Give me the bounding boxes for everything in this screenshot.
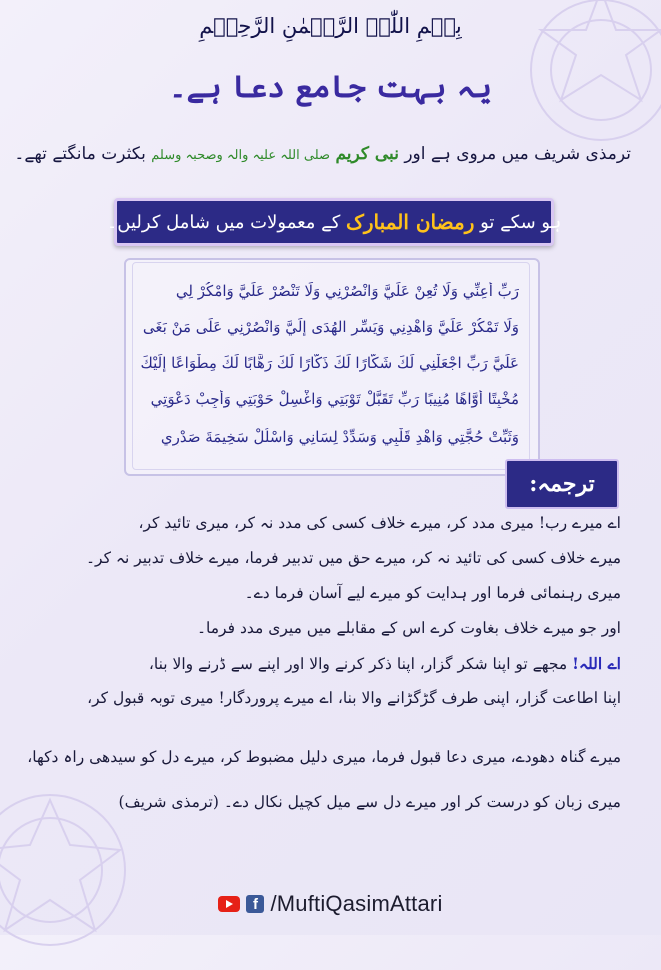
intro-part2: بکثرت مانگتے تھے۔ xyxy=(14,144,146,164)
intro-part1: ترمذی شریف میں مروی ہے اور xyxy=(404,144,631,164)
translation-line: میرے گناہ دھودے، میری دعا قبول فرما، میری دلیل مضبوط کر، میرے دل کو سیدھی راہ دکھا، xyxy=(27,748,621,766)
page-headline: یہ بہت جامع دعا ہے۔ xyxy=(168,70,493,105)
translation-line: میری رہنمائی فرما اور ہدایت کو میرے لیے آسان فرما دے۔ xyxy=(244,584,621,602)
intro-line xyxy=(11,143,631,164)
youtube-icon[interactable] xyxy=(218,896,240,912)
translation-line: میری زبان کو درست کر اور میرے دل سے میل کچیل نکال دے۔ (ترمذی شریف) xyxy=(118,793,621,811)
facebook-icon[interactable]: f xyxy=(246,895,264,913)
dua-line: مُخْبِتًا أَوَّاهًا مُنِيبًا رَبِّ تَقَبَّلْ تَوْبَتِي وَاغْسِلْ حَوْبَتِي وَأَجِبْ دَعْوَتِي xyxy=(150,390,519,408)
dua-line: وَلَا تَمْكُرْ عَلَيَّ وَاهْدِنِي وَيَسِّرِ الهُدَى إِلَيَّ وَانْصُرْنِي عَلَى مَنْ بَغَى xyxy=(142,318,519,336)
intro-salutation: صلی اللہ علیہ والہ وصحبہ وسلم xyxy=(151,148,331,163)
dua-line: رَبِّ أَعِنِّي وَلَا تُعِنْ عَلَيَّ وَانْصُرْنِي وَلَا تَنْصُرْ عَلَيَّ وَامْكُرْ لِي xyxy=(175,282,519,300)
allah-prefix: اے اللہ! xyxy=(572,654,621,673)
bismillah: بِسۡمِ اللّٰہِ الرَّحۡمٰنِ الرَّحِیۡمِ xyxy=(199,14,462,38)
social-handle[interactable]: /MuftiQasimAttari xyxy=(270,891,443,916)
intro-highlight: نبی کریم xyxy=(335,144,399,164)
translation-line-allah xyxy=(21,654,621,673)
dua-line: عَلَيَّ رَبِّ اجْعَلْنِي لَكَ شَكَّارًا لَكَ ذَكَّارًا لَكَ رَهَّابًا لَكَ مِطْوَاعًا إِلَيْكَ xyxy=(140,354,519,372)
banner-highlight: رمضان المبارک xyxy=(346,210,475,234)
translation-label: ترجمہ: xyxy=(505,459,619,509)
dua-line: وَثَبِّتْ حُجَّتِي وَاهْدِ قَلْبِي وَسَدِّدْ لِسَانِي وَاسْلُلْ سَخِيمَةَ صَدْرِي xyxy=(160,428,519,446)
translation-line: اور جو میرے خلاف بغاوت کرے اس کے مقابلے میں میری مدد فرما۔ xyxy=(196,619,621,637)
translation-line-text: مجھے تو اپنا شکر گزار، اپنا ذکر کرنے والا اور اپنے سے ڈرنے والا بنا، xyxy=(148,655,568,673)
translation-line: میرے خلاف کسی کی تائید نہ کر، میرے حق میں تدبیر فرما، میرے خلاف تدبیر نہ کر۔ xyxy=(85,549,621,567)
banner-part1: ہو سکے تو xyxy=(480,211,562,233)
ramadan-banner xyxy=(106,198,562,246)
translation-line: اے میرے رب! میری مدد کر، میرے خلاف کسی کی مدد نہ کر، میری تائید کر، xyxy=(138,514,621,532)
translation-line: اپنا اطاعت گزار، اپنی طرف گڑگڑانے والا بنا، اے میرے پروردگار! میری توبہ قبول کر، xyxy=(87,689,621,707)
social-footer xyxy=(0,890,661,918)
banner-part2: کے معمولات میں شامل کرلیں۔ xyxy=(106,211,341,233)
